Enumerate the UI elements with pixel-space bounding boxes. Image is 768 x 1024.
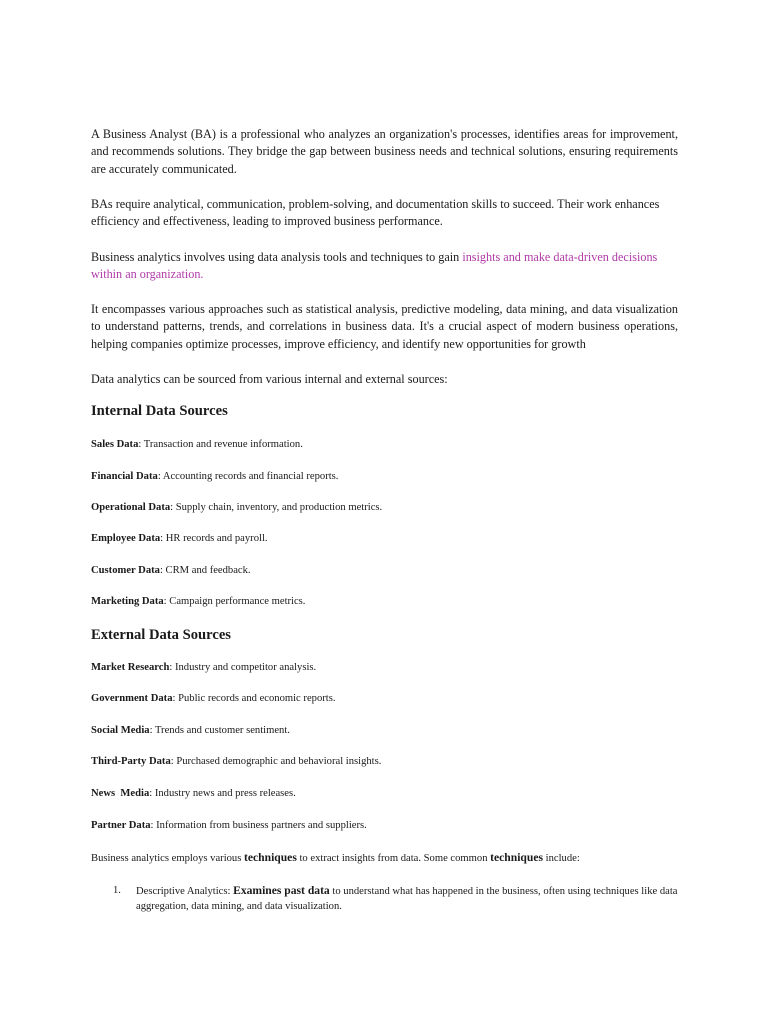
intro-paragraph-3 (91, 249, 678, 284)
item-term: Customer Data (91, 565, 160, 576)
item-term: Operational Data (91, 502, 171, 513)
list-number: 1. (113, 885, 121, 896)
item-desc: : Information from business partners and suppliers. (150, 820, 367, 831)
item-desc: : Public records and economic reports. (172, 693, 336, 704)
item-term: Partner Data (91, 820, 151, 831)
item-desc: : Trends and customer sentiment. (149, 725, 290, 736)
item-term: Sales Data (91, 439, 139, 450)
techniques-text: to extract insights from data. Some common (296, 853, 491, 864)
list-text (136, 883, 678, 914)
item-term: Marketing Data (91, 596, 164, 607)
list-text-lead: Descriptive Analytics: (136, 886, 234, 897)
item-term: Financial Data (91, 471, 158, 482)
internal-item-customer (91, 564, 251, 578)
item-desc: : Supply chain, inventory, and production metrics. (170, 502, 383, 513)
internal-item-employee (91, 532, 268, 546)
techniques-text: Business analytics employs various (91, 853, 245, 864)
item-term: Government Data (91, 693, 173, 704)
external-item-news-media (91, 787, 296, 801)
list-text-rest: to understand what has happened in the business, often using techniques like data aggregation, data mining, and data visualization. (136, 886, 678, 912)
list-text-bold: Examines past data (233, 884, 330, 897)
internal-item-financial (91, 470, 338, 484)
item-desc: : Industry and competitor analysis. (169, 662, 317, 673)
external-item-partner (91, 819, 367, 833)
intro-paragraph-3-text: Business analytics involves using data analysis tools and techniques to gain (91, 250, 463, 264)
internal-sources-heading: Internal Data Sources (91, 403, 228, 419)
techniques-keyword: techniques (244, 851, 297, 864)
item-desc: : Campaign performance metrics. (163, 596, 306, 607)
item-term: Market Research (91, 662, 170, 673)
techniques-keyword: techniques (490, 851, 543, 864)
item-desc: : Purchased demographic and behavioral insights. (170, 756, 382, 767)
internal-item-operational (91, 501, 382, 515)
list-item (91, 883, 678, 914)
item-term: News Media (91, 788, 150, 799)
intro-paragraph-5: Data analytics can be sourced from various internal and external sources: (91, 372, 448, 386)
item-term: Employee Data (91, 533, 161, 544)
highlighted-text: insights and make data-driven decisions within an organization. (91, 250, 658, 282)
external-sources-heading: External Data Sources (91, 627, 231, 643)
external-item-third-party (91, 755, 381, 769)
item-desc: : Transaction and revenue information. (138, 439, 303, 450)
internal-item-marketing (91, 595, 305, 609)
intro-paragraph-2: BAs require analytical, communication, problem-solving, and documentation skills to succeed. Their work enhances efficiency and effectiveness, leading to improved business performance. (91, 197, 660, 229)
item-term: Third-Party Data (91, 756, 171, 767)
item-term: Social Media (91, 725, 150, 736)
external-item-social-media (91, 724, 290, 738)
item-desc: : CRM and feedback. (159, 565, 251, 576)
intro-paragraph-4: It encompasses various approaches such as statistical analysis, predictive modeling, data mining, and data visualization to understand patterns, trends, and correlations in business data. It's a crucial aspect of modern business operations, helping companies optimize processes, improve efficiency, and identify new opportunities for growth (91, 302, 678, 351)
external-item-market-research (91, 661, 316, 675)
item-desc: : Accounting records and financial reports. (157, 471, 339, 482)
item-desc: : Industry news and press releases. (149, 788, 296, 799)
intro-paragraph-1: A Business Analyst (BA) is a professional who analyzes an organization's processes, identifies areas for improvement, and recommends solutions. They bridge the gap between business needs and technical solutions, ensuring requirements are accurately communicated. (91, 127, 678, 176)
internal-item-sales (91, 438, 303, 452)
techniques-text: include: (542, 853, 580, 864)
item-desc: : HR records and payroll. (160, 533, 268, 544)
techniques-intro (91, 851, 580, 866)
external-item-government (91, 692, 335, 706)
